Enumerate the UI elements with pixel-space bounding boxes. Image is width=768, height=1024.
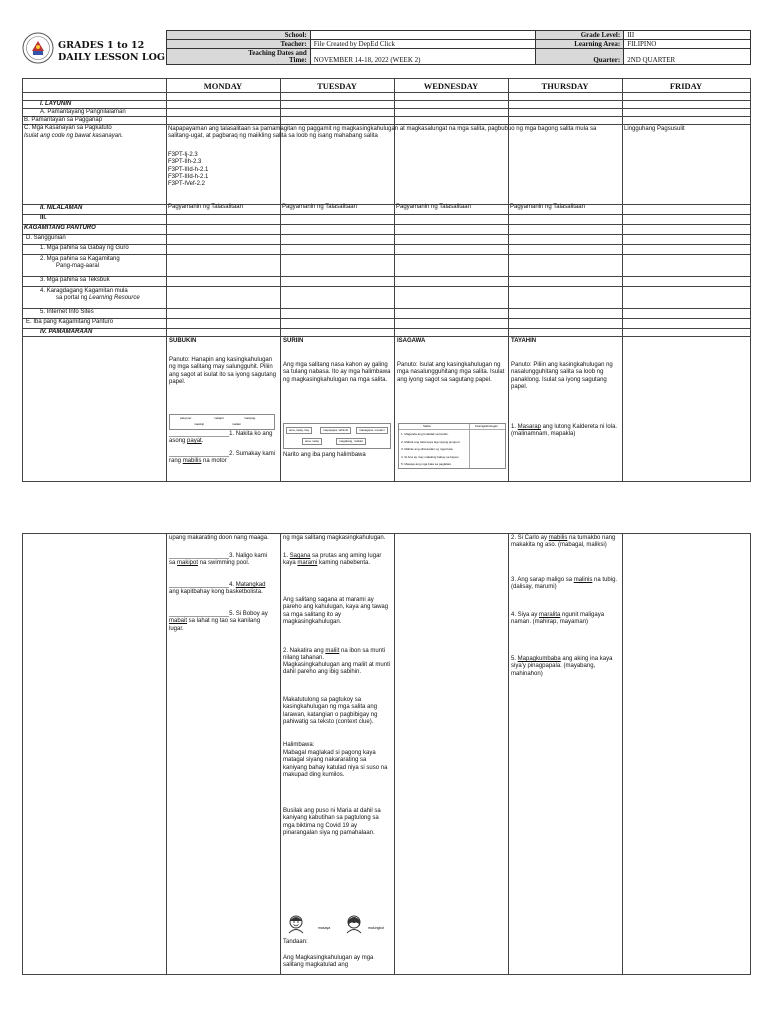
- row-kasanayan-note: Isulat ang code ng bawat kasanayan.: [24, 133, 124, 139]
- monday-item-2: __________________2. Sumakay kami rang mabilis na motor: [169, 451, 276, 465]
- thursday-q5: 5. Mapagkumbaba ang aking ina kaya siya'y pinagpapala. (mayabang, mahinahon): [511, 656, 613, 677]
- row-kagamitang-panturo: KAGAMITANG PANTURO: [24, 225, 96, 231]
- tuesday-tandaan-text: Ang Magkasingkahulugan ay mga salitang magkatulad ang: [283, 955, 374, 969]
- teacher-value: File Created by DepEd Click: [310, 40, 536, 49]
- row-iii: III.: [40, 215, 47, 221]
- day-thursday: THURSDAY: [541, 81, 589, 91]
- deped-seal-icon: [22, 32, 54, 64]
- tuesday-halimbawa-2: Busilak ang puso ni Maria at dahil sa kaniyang kabutihan sa pagtulong sa mga biktima ng Covid 19 ay pinarangalan siya ng pamahalaan.: [283, 808, 381, 836]
- row-gabay-ng-guro: 1. Mga pahina sa Gabay ng Guro: [40, 245, 129, 251]
- tuesday-cont: ng mga salitang magkasingkahulugan.: [283, 535, 386, 541]
- area-value: FILIPINO: [624, 40, 751, 49]
- tuesday-more: Narito ang iba pang halimbawa: [283, 452, 366, 458]
- example-pill: magalang, mabait: [336, 438, 366, 445]
- friday-quiz: Lingguhang Pagsusulit: [624, 126, 685, 132]
- tuesday-example-1-explain: Ang salitang sagana at marami ay pareho ang kahulugan, kaya ang tawag sa mga salitang ito ay magkasingkahulugan.: [283, 597, 389, 625]
- row-internet-info-sites: 5. Internet Info Sites: [40, 309, 94, 315]
- wednesday-panuto: Panuto: Isulat ang kasingkahulugan ng mga nasalungguhitang mga salita. Isulat ang iyong sagot sa sagutang papel.: [397, 362, 505, 383]
- row-teksbuk: 3. Mga pahina sa Teksbuk: [40, 277, 110, 283]
- quarter-value: 2ND QUARTER: [624, 49, 751, 65]
- thursday-q2: 2. Si Carlo ay mabilis na tumakbo nang makakita ng aso. (mabagal, maliksi): [511, 535, 616, 549]
- tuesday-halimbawa-1: Mabagal maglakad si pagong kaya matagal siyang nakararating sa kaniyang bahay katulad niya si suso na makupad ding kumilos.: [283, 750, 388, 778]
- grade-value: III: [624, 31, 751, 40]
- day-friday: FRIDAY: [669, 81, 703, 91]
- happy-face-icon: [285, 914, 307, 934]
- area-label: Learning Area:: [536, 40, 624, 49]
- form-title: GRADES 1 to 12 DAILY LESSON LOG: [58, 40, 165, 63]
- day-tuesday: TUESDAY: [317, 81, 357, 91]
- row-pamamaraan: IV. PAMAMARAAN: [40, 329, 93, 335]
- monday-heading: SUBUKIN: [169, 338, 197, 344]
- row-sanggunian: D. Sanggunian: [26, 235, 66, 241]
- school-label: School:: [167, 31, 311, 40]
- school-value: [310, 31, 536, 40]
- nilalaman-wednesday: Pagyamanin ng Talasalitaan: [396, 204, 471, 210]
- nilalaman-monday: Pagyamanin ng Talasalitaan: [168, 204, 243, 210]
- wednesday-heading: ISAGAWA: [397, 338, 426, 344]
- tuesday-halimbawa: Halimbawa:: [283, 742, 315, 748]
- example-pill: ama, tatay, itay: [286, 427, 312, 434]
- tuesday-intro: Ang mga salitang nasa kahon ay galing sa tulang nabasa. Ito ay mga halimbawa ng magkasingkahulugan na mga salita.: [283, 362, 391, 383]
- row-nilalaman: II. NILALAMAN: [40, 205, 83, 211]
- row-iba-pang-kagamitan: E. Iba pang Kagamitang Panturo: [26, 319, 114, 325]
- tuesday-example-2: 2. Nakatira ang maliit na ibon sa munti nilang tahanan.: [283, 648, 386, 662]
- sad-face-label: malungkot: [368, 926, 385, 930]
- row-pamantayang-pangnilalaman: A. Pamantayang Pangnilalaman: [40, 109, 126, 115]
- sad-face-icon: [343, 914, 365, 934]
- word-option: pakyuter: [180, 416, 192, 420]
- thursday-q4: 4. Siya ay maralita ngunit maligaya naman. (mahirap, mayaman): [511, 612, 605, 626]
- nilalaman-tuesday: Pagyamanin ng Talasalitaan: [282, 204, 357, 210]
- tuesday-example-2-explain: Magkasingkahulugan ang maliit at munti dahil pareho ang ibig sabihin.: [283, 662, 391, 676]
- tuesday-heading: SURIIN: [283, 338, 304, 344]
- day-wednesday: WEDNESDAY: [423, 81, 479, 91]
- example-pill: ama, tatay: [302, 438, 322, 445]
- monday-item-4: __________________4. Matangkad ang kapitbahay kong basketbolista.: [169, 582, 266, 596]
- happy-face-label: masaya: [318, 926, 331, 930]
- nilalaman-thursday: Pagyamanin ng Talasalitaan: [510, 204, 585, 210]
- header-table: [166, 30, 751, 65]
- word-option: malaki: [232, 422, 241, 426]
- row-mga-kasanayan: C. Mga Kasanayan sa Pagkatuto: [24, 125, 112, 131]
- row-karagdagang-kagamitan: 4. Karagdagang Kagamitan mula sa portal ng Learning Resource: [40, 288, 140, 301]
- tuesday-context-clue: Makatutulong sa pagtukoy sa kasingkahulugan ng mga salita ang larawan, katangian o pagbibigay ng pahiwatig sa teksto (context clue).: [283, 697, 378, 725]
- monday-item-1: __________________1. Nakita ko ang asong payat.: [169, 431, 273, 445]
- monday-cont: upang makarating doon nang maaga.: [169, 535, 269, 541]
- word-option: masipag: [244, 416, 256, 420]
- thursday-panuto: Panuto: Piliin ang kasingkahulugan ng nasalungguhitang salita sa loob ng panaklong. Isulat sa iyong sagutang papel.: [511, 362, 613, 390]
- thursday-q1: 1. Masarap ang lutong Kaldereta ni lola. (malinamnam, mapakla): [511, 424, 618, 438]
- wednesday-table: Salita Kasingkahulugan 1. Maganda ang bulaklak sa hardin. 2. Mabait ang bata kaya lagi siyang pinupuri. 3. Malinis ang silid-aralan ng mga bata. 4. Si Ana ay may malaking bahay sa bayan. 5. Masaya ang mga bata sa paglalaro.: [398, 423, 506, 469]
- word-option: masikip: [194, 422, 205, 426]
- grade-label: Grade Level:: [536, 31, 624, 40]
- teacher-label: Teacher:: [167, 40, 311, 49]
- tuesday-tandaan: Tandaan:: [283, 939, 308, 945]
- tuesday-example-box: [283, 423, 391, 449]
- quarter-label: Quarter:: [536, 49, 624, 65]
- row-kagamitang-pang-mag-aaral: 2. Mga pahina sa Kagamitang Pang-mag-aaral: [40, 256, 120, 269]
- monday-item-5: __________________5. Si Boboy ay mabait sa lahat ng tao sa kanilang lugar.: [169, 611, 268, 632]
- thursday-q3: 3. Ang sarap maligo sa malinis na tubig. (dalisay, marumi): [511, 577, 618, 591]
- row-layunin: I. LAYUNIN: [40, 101, 72, 107]
- thursday-heading: TAYAHIN: [511, 338, 537, 344]
- competency-text: Napapayaman ang talasalitaan sa pamamagitan ng paggamit ng magkasingkahulugan at magkasalungat na mga salita, pagbubuo ng mga bagong salita mula sa salitang-ugat, at pagbaraq ng maiikling salita sa loob ng isang mahabang salita: [168, 126, 597, 140]
- monday-panuto: Panuto: Hanapin ang kasingkahulugan ng mga salitang may salungguhit. Piliin ang sagot at isulat ito sa iyong sagutang papel.: [169, 357, 277, 385]
- tuesday-example-1: 1. Sagana sa prutas ang aming lugar kaya marami kaming nabebenta.: [283, 553, 382, 567]
- monday-item-3: __________________3. Naligo kami sa makipot na swimming pool.: [169, 553, 268, 567]
- monday-word-box: [169, 414, 275, 430]
- word-option: malapit: [214, 416, 224, 420]
- example-pill: mapayapa, tahimik: [320, 427, 351, 434]
- dates-value: NOVEMBER 14-18, 2022 (WEEK 2): [310, 49, 536, 65]
- row-pamantayan-sa-pagganap: B. Pamantayan sa Pagganap: [24, 117, 103, 123]
- competency-codes: F3PT-Ij-2.3 F3PT-IIh-2.3 F3PT-IIId-h-2.1 F3PT-IIId-h-2.1 F3PT-IVef-2.2: [168, 152, 209, 188]
- day-monday: MONDAY: [203, 81, 243, 91]
- example-pill: masagana, marami: [356, 427, 388, 434]
- dates-label: Teaching Dates and Time:: [167, 49, 311, 65]
